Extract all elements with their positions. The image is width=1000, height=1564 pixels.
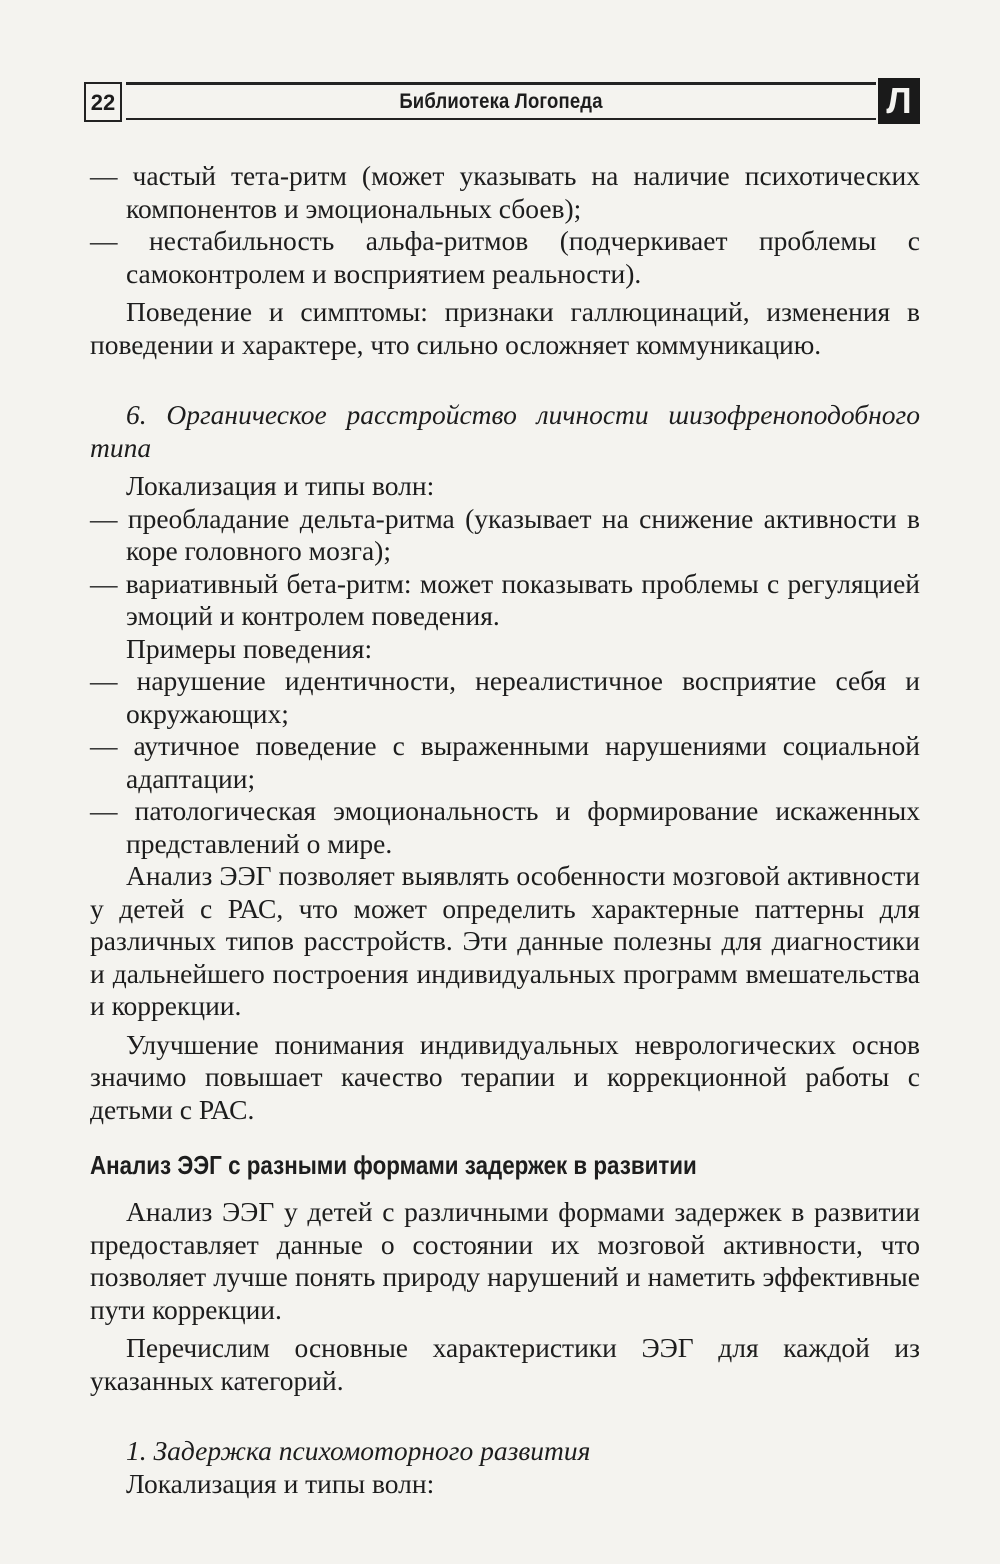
page-body (90, 160, 920, 1500)
series-logo: Л (878, 78, 920, 124)
paragraph: Локализация и типы волн: (126, 1467, 435, 1499)
header-rule-bottom (126, 118, 876, 120)
list-item: — вариативный бета-ритм: может показывать проблемы с регуляцией эмоций и контролем поведения. (90, 567, 920, 631)
list-item: — патологическая эмоциональность и формирование искаженных представлений о мире. (90, 795, 920, 859)
subsection-title: 6. Органическое расстройство личности шизофреноподобного типа (90, 399, 920, 463)
section-heading: Анализ ЭЭГ с разными формами задержек в развитии (90, 1150, 697, 1180)
list-item: — нестабильность альфа-ритмов (подчеркивает проблемы с самоконтролем и восприятием реальности). (90, 225, 920, 289)
paragraph: Поведение и симптомы: признаки галлюцинаций, изменения в поведении и характере, что сильно осложняет коммуникацию. (90, 296, 920, 360)
paragraph: Перечислим основные характеристики ЭЭГ для каждой из указанных категорий. (90, 1332, 920, 1396)
list-item: — аутичное поведение с выраженными нарушениями социальной адаптации; (90, 730, 920, 794)
paragraph: Примеры поведения: (126, 632, 373, 664)
running-title: Библиотека Логопеда (399, 90, 603, 113)
running-header (84, 78, 920, 124)
paragraph: Улучшение понимания индивидуальных неврологических основ значимо повышает качество терапии и коррекционной работы с детьми с РАС. (90, 1028, 920, 1125)
subsection-title: 1. Задержка психомоторного развития (126, 1435, 591, 1466)
paragraph: Анализ ЭЭГ у детей с различными формами задержек в развитии предоставляет данные о состоянии их мозговой активности, что позволяет лучше понять природу нарушений и наметить эффективные пути коррекции. (90, 1196, 920, 1325)
page-number: 22 (84, 82, 122, 122)
list-item: — преобладание дельта-ритма (указывает на снижение активности в коре головного мозга); (90, 502, 920, 566)
paragraph: Локализация и типы волн: (126, 470, 435, 501)
list-item: — нарушение идентичности, нереалистичное восприятие себя и окружающих; (90, 665, 920, 729)
list-item: — частый тета-ритм (может указывать на наличие психотических компонентов и эмоциональных сбоев); (90, 160, 920, 224)
header-rule-top (126, 82, 876, 85)
paragraph: Анализ ЭЭГ позволяет выявлять особенности мозговой активности у детей с РАС, что может определить характерные паттерны для различных типов расстройств. Эти данные полезны для диагностики и дальнейшего построения индивидуальных программ вмешательства и коррекции. (90, 860, 920, 1021)
